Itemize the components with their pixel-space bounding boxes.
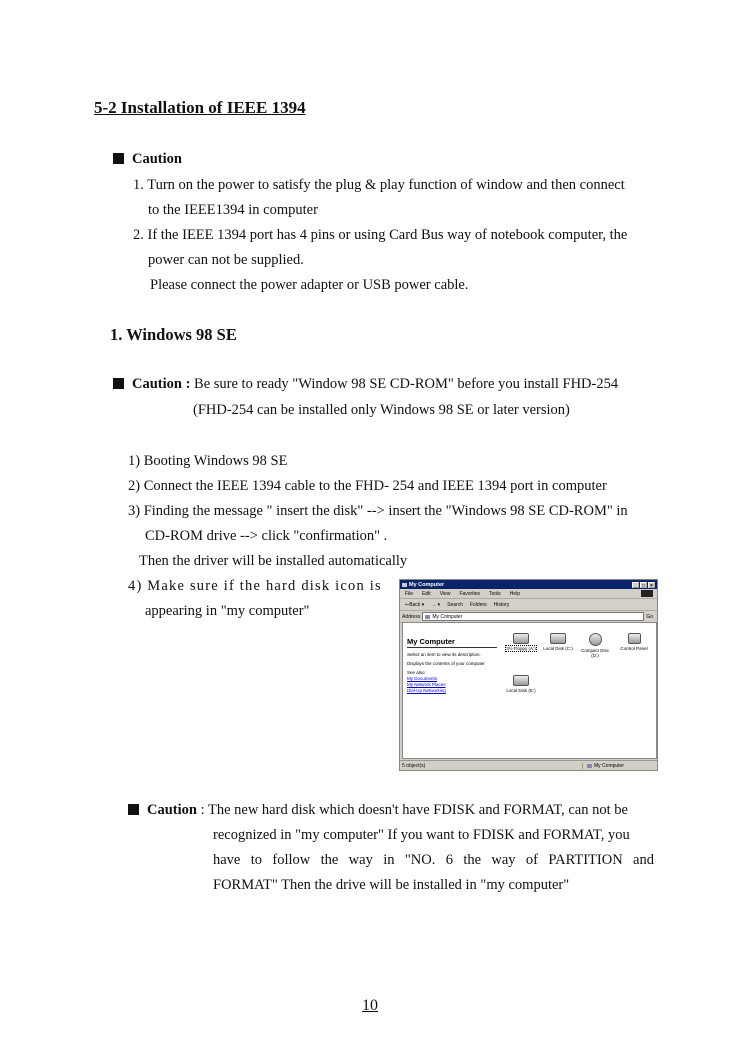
caution-2-text: Be sure to ready "Window 98 SE CD-ROM" before you install FHD-254: [190, 376, 619, 392]
caution-3-line-3: have to follow the way in "NO. 6 the way of PARTITION and: [213, 852, 654, 868]
square-bullet-icon: [128, 804, 139, 815]
forward-button[interactable]: → ▾: [431, 601, 441, 608]
link-my-documents[interactable]: My Documents: [407, 676, 438, 681]
drive-label: Local Disk (E:): [506, 688, 536, 693]
menu-view[interactable]: View: [439, 590, 451, 597]
folders-button[interactable]: Folders: [469, 601, 487, 608]
page-number: 10: [362, 997, 378, 1014]
menu-tools[interactable]: Tools: [489, 590, 501, 597]
close-button[interactable]: ×: [648, 582, 655, 588]
caution-2-line-2: (FHD-254 can be installed only Windows 98 SE or later version): [193, 402, 570, 418]
status-bar: [400, 760, 657, 770]
drive-label: Control Panel: [620, 646, 648, 651]
status-object-count: 5 object(s): [400, 763, 583, 769]
status-location: [583, 763, 624, 769]
drive-local-c[interactable]: [540, 633, 576, 651]
step-3-line-2: CD-ROM drive --> click "confirmation" .: [145, 528, 388, 544]
computer-icon: [402, 583, 407, 587]
maximize-button[interactable]: □: [641, 582, 646, 589]
step-2: 2) Connect the IEEE 1394 cable to the FHD- 254 and IEEE 1394 port in computer: [128, 478, 607, 494]
menu-file[interactable]: File: [405, 590, 414, 597]
windows-logo-icon: [641, 590, 653, 597]
menu-edit[interactable]: Edit: [422, 590, 431, 597]
drive-label: Compact Disc (D:): [580, 648, 609, 658]
info-pane: [407, 629, 497, 693]
history-button[interactable]: History: [493, 601, 510, 608]
step-3-line-1: 3) Finding the message " insert the disk" --> insert the "Windows 98 SE CD-ROM" in: [128, 503, 628, 519]
caution-1-item-1-line-2: to the IEEE1394 in computer: [148, 202, 318, 218]
caution-3-line-4: FORMAT" Then the drive will be installed in "my computer": [213, 877, 570, 893]
pane-hint: Select an item to view its description.: [407, 652, 481, 657]
link-dial-up-networking[interactable]: Dial-Up Networking: [407, 688, 446, 693]
square-bullet-icon: [113, 153, 124, 164]
drive-floppy[interactable]: [503, 633, 539, 651]
caution-label: Caution: [147, 802, 197, 818]
control-panel-icon: [628, 633, 641, 644]
window-title: My Computer: [409, 581, 445, 588]
go-button[interactable]: Go: [646, 613, 653, 620]
menu-favorites[interactable]: Favorites: [459, 590, 480, 597]
pane-description: Displays the contents of your computer: [407, 661, 485, 666]
my-computer-screenshot: [399, 579, 658, 771]
address-value: My Computer: [432, 613, 463, 620]
floppy-drive-icon: [513, 633, 529, 644]
status-location-label: My Computer: [594, 762, 625, 769]
drive-label: 3½ Floppy (A:): [506, 646, 536, 651]
subsection-title: 1. Windows 98 SE: [110, 325, 237, 344]
pane-title: My Computer: [407, 637, 497, 648]
window-titlebar: [400, 580, 657, 589]
step-4-line-2: appearing in "my computer": [145, 603, 310, 619]
hard-disk-icon: [513, 675, 529, 686]
link-my-network-places[interactable]: My Network Places: [407, 682, 446, 687]
caution-3: [128, 802, 628, 819]
step-4-line-1: 4) Make sure if the hard disk icon is: [128, 578, 382, 594]
content-area: [402, 622, 657, 759]
computer-icon: [587, 764, 592, 768]
section-title: 5-2 Installation of IEEE 1394: [94, 98, 306, 117]
menu-help[interactable]: Help: [509, 590, 520, 597]
drive-label: Local Disk (C:): [543, 646, 573, 651]
square-bullet-icon: [113, 378, 124, 389]
caution-1-item-1-line-1: 1. Turn on the power to satisfy the plug & play function of window and then connect: [133, 177, 625, 193]
caution-label: Caution: [132, 151, 182, 167]
address-input[interactable]: [422, 612, 644, 621]
search-button[interactable]: Search: [447, 601, 463, 608]
toolbar: [400, 599, 657, 611]
control-panel[interactable]: [615, 633, 653, 651]
caution-1-heading: [113, 151, 182, 168]
caution-2: [113, 376, 618, 393]
drive-compact-disc[interactable]: [577, 633, 613, 658]
caution-1-item-2-line-1: 2. If the IEEE 1394 port has 4 pins or using Card Bus way of notebook computer, the: [133, 227, 628, 243]
step-1: 1) Booting Windows 98 SE: [128, 453, 288, 469]
drive-local-e[interactable]: [501, 675, 541, 693]
computer-icon: [425, 615, 430, 619]
step-3-line-3: Then the driver will be installed automatically: [139, 553, 408, 569]
caution-1-item-2-line-3: Please connect the power adapter or USB power cable.: [150, 277, 469, 293]
menu-bar: [400, 589, 657, 599]
address-label: Address: [402, 613, 421, 620]
see-also-label: See also:: [407, 670, 426, 675]
back-button[interactable]: ⇐Back ▾: [405, 601, 425, 608]
caution-label: Caution :: [132, 376, 191, 392]
caution-1-item-2-line-2: power can not be supplied.: [148, 252, 304, 268]
caution-3-line-2: recognized in "my computer" If you want to FDISK and FORMAT, you: [213, 827, 630, 843]
hard-disk-icon: [550, 633, 566, 644]
caution-3-text: : The new hard disk which doesn't have FDISK and FORMAT, can not be: [196, 802, 628, 818]
cd-drive-icon: [589, 633, 602, 646]
minimize-button[interactable]: _: [632, 582, 639, 588]
